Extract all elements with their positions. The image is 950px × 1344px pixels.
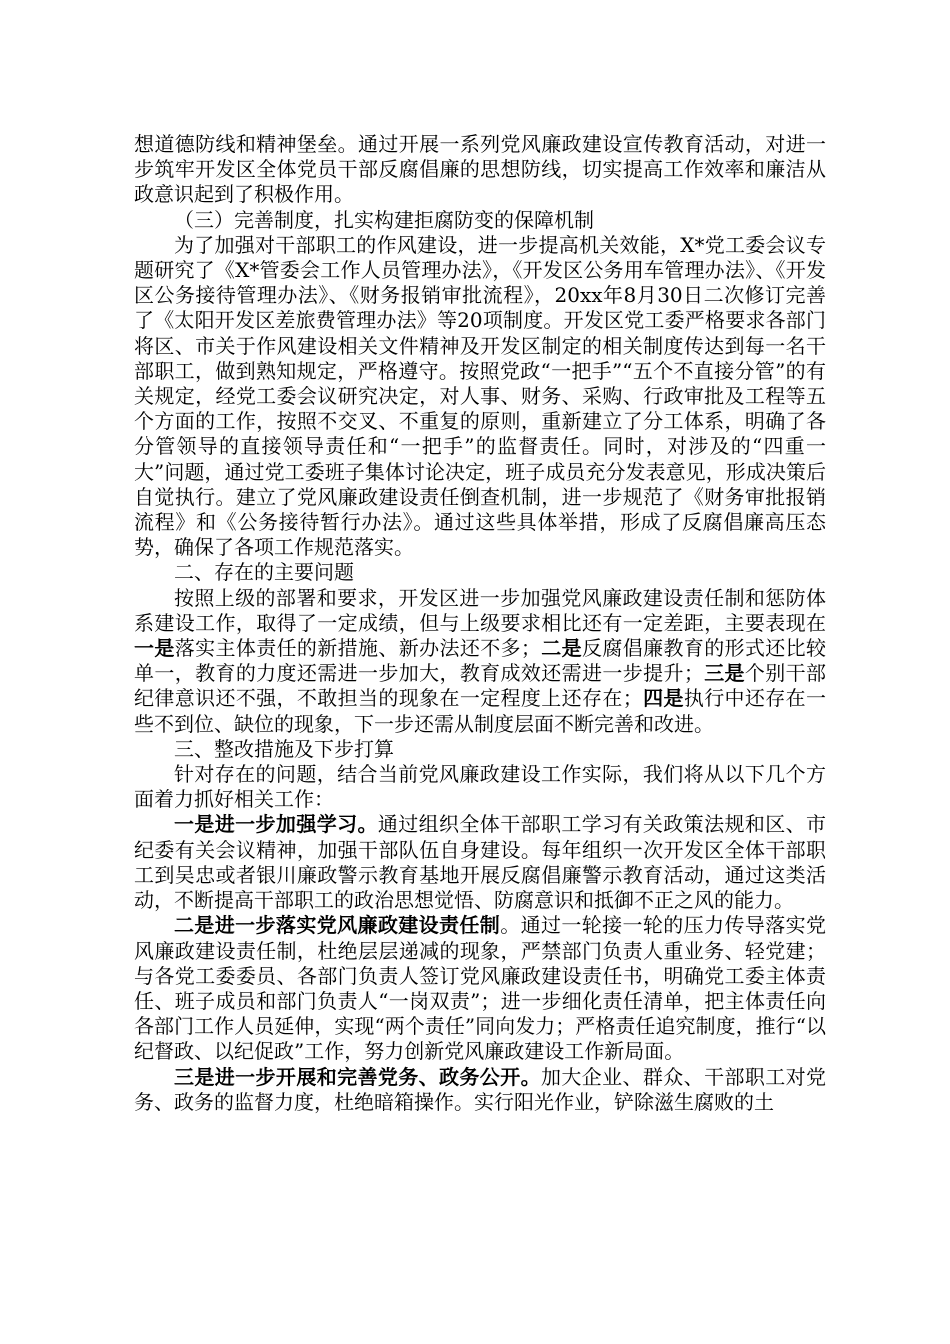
paragraph-measure-three xyxy=(134,1065,826,1115)
bold-marker: 二是 xyxy=(540,636,583,661)
paragraph-rectification-intro xyxy=(134,762,826,812)
text-run: 执行中还存在一些不到位、缺位的现象，下一步还需从制度层面不断完善和改进。 xyxy=(134,686,827,736)
document-page xyxy=(134,132,826,1115)
text-run: 针对存在的问题，结合当前党风廉政建设工作实际，我们将从以下几个方面着力抓好相关工作： xyxy=(134,762,826,812)
section-heading-improve-system xyxy=(134,208,826,233)
text-run: 落实主体责任的新措施、新办法还不多； xyxy=(174,636,541,661)
paragraph-system-building xyxy=(134,233,826,561)
paragraph-measure-two xyxy=(134,913,826,1064)
bold-marker: 一是 xyxy=(134,636,175,661)
text-run: 想道德防线和精神堡垒。通过开展一系列党风廉政建设宣传教育活动，对进一步筑牢开发区全体党员干部反腐倡廉的思想防线，切实提高工作效率和廉洁从政意识起到了积极作用。 xyxy=(134,132,826,207)
text-run: 按照上级的部署和要求，开发区进一步加强党风廉政建设责任制和惩防体系建设工作，取得了一定成绩，但与上级要求相比还有一定差距，主要表现在 xyxy=(134,585,826,635)
heading-text: （三）完善制度，扎实构建拒腐防变的保障机制 xyxy=(174,207,594,232)
bold-lead: 三是进一步开展和完善党务、政务公开。 xyxy=(174,1064,541,1089)
paragraph-problems xyxy=(134,586,826,737)
text-run: 加大企业、群众、干部职工对党务、政务的监督力度，杜绝暗箱操作。实行阳光作业，铲除滋生腐败的土 xyxy=(134,1064,827,1114)
text-run: 反腐倡廉教育的形式还比较单一，教育的力度还需进一步加大，教育成效还需进一步提升； xyxy=(134,636,827,686)
text-run: 。通过一轮接一轮的压力传导落实党风廉政建设责任制，杜绝层层递减的现象，严禁部门负责人重业务、轻党建；与各党工委委员、各部门负责人签订党风廉政建设责任书，明确党工委主体责任、班子成员和部门负责人“一岗双责”；进一步细化责任清单，把主体责任向各部门工作人员延伸，实现“两个责任”同向发力；严格责任追究制度，推行“以纪督政、以纪促政”工作，努力创新党风廉政建设工作新局面。 xyxy=(134,913,827,1064)
text-run: 个别干部纪律意识还不强，不敢担当的现象在一定程度上还存在； xyxy=(134,661,827,711)
text-run: 为了加强对干部职工的作风建设，进一步提高机关效能，X*党工委会议专题研究了《X*管委会工作人员管理办法》，《开发区公务用车管理办法》、《开发区公务接待管理办法》、《财务报销审批流程》，20xx年8月30日二次修订完善了《太阳开发区差旅费管理办法》等20项制度。开发区党工委严格要求各部门将区、市关于作风建设相关文件精神及开发区制定的相关制度传达到每一名干部职工，做到熟知规定，严格遵守。按照党政“一把手”“五个不直接分管”的有关规定，经党工委会议研究决定，对人事、财务、采购、行政审批及工程等五个方面的工作，按照不交叉、不重复的原则，重新建立了分工体系，明确了各分管领导的直接领导责任和“一把手”的监督责任。同时，对涉及的“四重一大”问题，通过党工委班子集体讨论决定，班子成员充分发表意见，形成决策后自觉执行。建立了党风廉政建设责任倒查机制，进一步规范了《财务审批报销流程》和《公务接待暂行办法》。通过这些具体举措，形成了反腐倡廉高压态势，确保了各项工作规范落实。 xyxy=(134,232,826,560)
bold-marker: 三是 xyxy=(703,661,745,686)
section-heading-main-problems xyxy=(134,560,826,585)
bold-marker: 四是 xyxy=(642,686,684,711)
bold-lead: 一是进一步加强学习。 xyxy=(174,812,378,837)
paragraph-measure-one xyxy=(134,812,826,913)
paragraph-intro-continued xyxy=(134,132,826,208)
heading-text: 三、整改措施及下步打算 xyxy=(174,736,394,761)
text-run: 通过组织全体干部职工学习有关政策法规和区、市纪委有关会议精神，加强干部队伍自身建设。每年组织一次开发区全体干部职工到吴忠或者银川廉政警示教育基地开展反腐倡廉警示教育活动，通过这类活动，不断提高干部职工的政治思想觉悟、防腐意识和抵御不正之风的能力。 xyxy=(134,812,827,913)
heading-text: 二、存在的主要问题 xyxy=(174,560,354,585)
section-heading-rectification xyxy=(134,737,826,762)
bold-lead: 二是进一步落实党风廉政建设责任制 xyxy=(174,913,501,938)
